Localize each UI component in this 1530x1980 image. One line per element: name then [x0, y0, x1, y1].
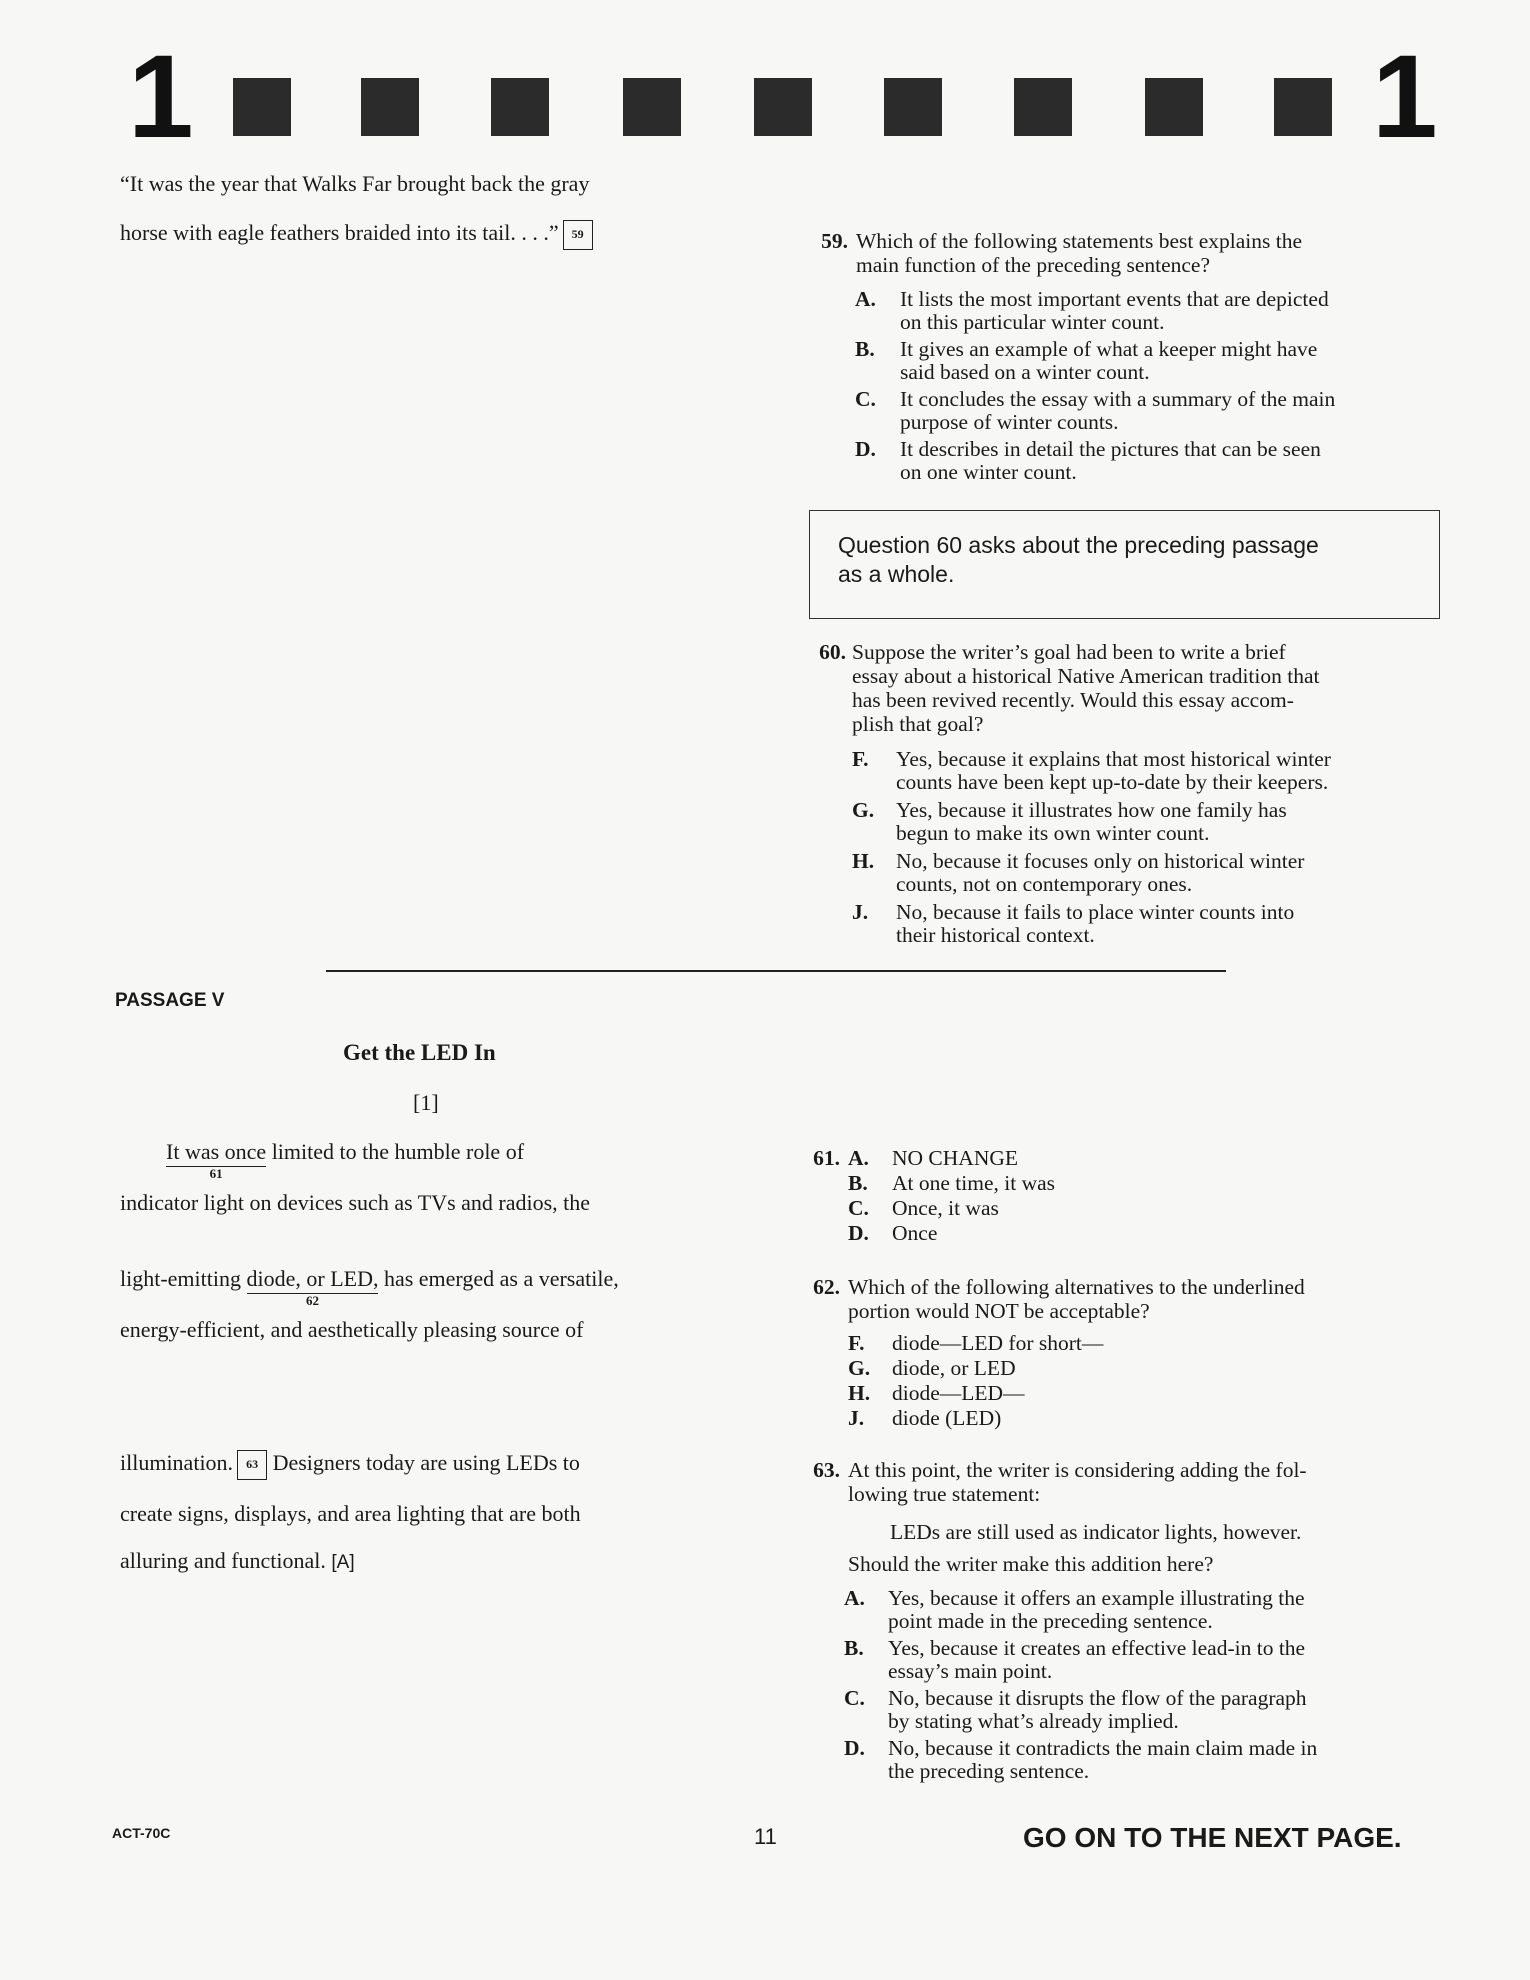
option-letter: G. [852, 798, 875, 822]
option-text: point made in the preceding sentence. [888, 1609, 1213, 1633]
option-text: the preceding sentence. [888, 1759, 1090, 1783]
question-stem: Suppose the writer’s goal had been to write a brief [852, 640, 1286, 664]
option-letter: C. [844, 1686, 865, 1710]
passage-line: indicator light on devices such as TVs and radios, the [120, 1190, 591, 1215]
option-letter: A. [844, 1586, 865, 1610]
option-letter: J. [848, 1406, 865, 1430]
header-block [1274, 78, 1332, 136]
option-text: said based on a winter count. [900, 360, 1150, 384]
underline-number: 62 [305, 1293, 319, 1308]
option-letter: G. [848, 1356, 871, 1380]
option-text: Yes, because it creates an effective lead-in to the [888, 1636, 1306, 1660]
option-letter: C. [855, 387, 876, 411]
question-stem: has been revived recently. Would this essay accom- [852, 688, 1294, 712]
option-text: counts, not on contemporary ones. [896, 872, 1193, 896]
option-text: No, because it focuses only on historical winter [896, 849, 1305, 873]
question-number: 59. [821, 229, 848, 253]
form-code: ACT-70C [112, 1825, 171, 1841]
instruction-text: Question 60 asks about the preceding passage [838, 532, 1319, 558]
header-block [1145, 78, 1203, 136]
header-block [884, 78, 942, 136]
passage-text: limited to the humble role of [266, 1139, 525, 1164]
passage-line [120, 1265, 619, 1308]
option-letter: D. [855, 437, 876, 461]
option-letter: D. [844, 1736, 865, 1760]
passage-text: illumination. [120, 1450, 234, 1475]
proposed-addition: LEDs are still used as indicator lights, however. [890, 1520, 1302, 1544]
section-divider [326, 970, 1226, 972]
question-number: 61. [813, 1146, 840, 1170]
option-text: diode (LED) [892, 1406, 1002, 1430]
question-box-63: 63 [237, 1450, 267, 1480]
option-letter: J. [852, 900, 869, 924]
option-letter: A. [848, 1146, 869, 1170]
option-letter: B. [844, 1636, 864, 1660]
passage-line [120, 1547, 355, 1577]
option-text: Yes, because it illustrates how one family has [896, 798, 1287, 822]
option-letter: F. [852, 747, 869, 771]
underlined-portion-61[interactable] [166, 1138, 267, 1181]
question-stem: Which of the following statements best explains the [856, 229, 1303, 253]
underlined-portion-62[interactable] [246, 1265, 379, 1308]
instruction-text: as a whole. [838, 561, 955, 587]
passage-iv-line [120, 219, 593, 250]
header-block [361, 78, 419, 136]
question-stem: At this point, the writer is considering adding the fol- [848, 1458, 1307, 1482]
header-block [1014, 78, 1072, 136]
underline-number: 61 [209, 1166, 223, 1181]
passage-text: has emerged as a versatile, [378, 1266, 619, 1291]
option-letter: B. [855, 337, 875, 361]
passage-label: PASSAGE V [115, 990, 225, 1011]
passage-line: energy-efficient, and aesthetically pleasing source of [120, 1317, 584, 1342]
underlined-text: diode, or LED, [246, 1266, 379, 1291]
passage-line [166, 1138, 525, 1181]
option-text: Yes, because it explains that most historical winter [896, 747, 1331, 771]
underlined-text: It was once [166, 1139, 267, 1164]
option-text: Once [892, 1221, 938, 1245]
option-letter: D. [848, 1221, 869, 1245]
header-block [754, 78, 812, 136]
option-text: begun to make its own winter count. [896, 821, 1210, 845]
option-text: It concludes the essay with a summary of the main [900, 387, 1336, 411]
option-text: their historical context. [896, 923, 1095, 947]
header-block-bar [233, 78, 1333, 138]
question-stem: portion would NOT be acceptable? [848, 1299, 1150, 1323]
option-text: NO CHANGE [892, 1146, 1019, 1170]
section-number-right: 1 [1372, 31, 1438, 163]
passage-title: Get the LED In [343, 1040, 496, 1065]
option-text: No, because it disrupts the flow of the paragraph [888, 1686, 1307, 1710]
passage-line: create signs, displays, and area lighting that are both [120, 1501, 581, 1526]
option-text: No, because it fails to place winter counts into [896, 900, 1295, 924]
option-text: on one winter count. [900, 460, 1077, 484]
question-stem: Which of the following alternatives to the underlined [848, 1275, 1305, 1299]
option-text: essay’s main point. [888, 1659, 1053, 1683]
option-text: purpose of winter counts. [900, 410, 1119, 434]
page-number: 11 [754, 1824, 777, 1849]
option-text: diode—LED for short— [892, 1331, 1104, 1355]
option-text: No, because it contradicts the main claim made in [888, 1736, 1318, 1760]
option-letter: C. [848, 1196, 869, 1220]
option-text: by stating what’s already implied. [888, 1709, 1179, 1733]
option-text: diode, or LED [892, 1356, 1016, 1380]
passage-iv-line-text: horse with eagle feathers braided into its tail. . . .” [120, 220, 559, 245]
option-text: Yes, because it offers an example illustrating the [888, 1586, 1305, 1610]
question-prompt: Should the writer make this addition here? [848, 1552, 1214, 1576]
option-text: It describes in detail the pictures that can be seen [900, 437, 1321, 461]
option-text: counts have been kept up-to-date by their keepers. [896, 770, 1329, 794]
paragraph-number: [1] [413, 1090, 439, 1115]
option-letter: A. [855, 287, 876, 311]
sentence-marker: [A] [331, 1552, 355, 1573]
option-letter: H. [848, 1381, 871, 1405]
header-block [233, 78, 291, 136]
option-text: It lists the most important events that are depicted [900, 287, 1329, 311]
question-number: 63. [813, 1458, 840, 1482]
instruction-box [809, 510, 1440, 619]
passage-text: Designers today are using LEDs to [267, 1450, 580, 1475]
header-block [491, 78, 549, 136]
option-letter: B. [848, 1171, 868, 1195]
next-page-instruction: GO ON TO THE NEXT PAGE. [1023, 1822, 1402, 1853]
question-stem: lowing true statement: [848, 1482, 1041, 1506]
question-stem: main function of the preceding sentence? [856, 253, 1211, 277]
header-block [623, 78, 681, 136]
option-text: diode—LED— [892, 1381, 1025, 1405]
question-stem: plish that goal? [852, 712, 984, 736]
passage-line [120, 1449, 580, 1480]
option-letter: F. [848, 1331, 865, 1355]
option-letter: H. [852, 849, 875, 873]
question-number: 62. [813, 1275, 840, 1299]
option-text: Once, it was [892, 1196, 999, 1220]
passage-text: light-emitting [120, 1266, 247, 1291]
section-number-left: 1 [128, 31, 194, 163]
option-text: At one time, it was [892, 1171, 1056, 1195]
passage-text: alluring and functional. [120, 1548, 326, 1573]
option-text: on this particular winter count. [900, 310, 1165, 334]
question-box-59: 59 [563, 220, 593, 250]
passage-iv-line: “It was the year that Walks Far brought back the gray [120, 171, 590, 196]
question-stem: essay about a historical Native American tradition that [852, 664, 1320, 688]
option-text: It gives an example of what a keeper might have [900, 337, 1318, 361]
question-number: 60. [819, 640, 846, 664]
